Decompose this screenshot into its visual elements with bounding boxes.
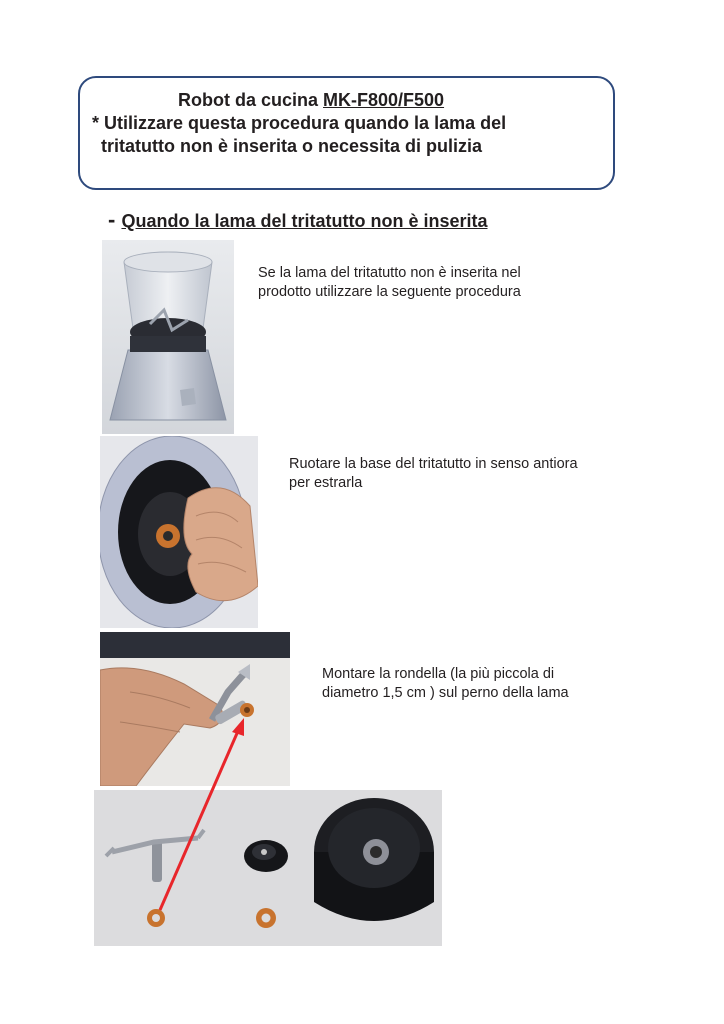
step-1-text — [258, 264, 588, 302]
instruction-line-1: * Utilizzare questa procedura quando la lama del — [92, 113, 507, 133]
section-heading — [108, 207, 488, 233]
heading-dash: - — [108, 207, 122, 232]
photo-blender-cup — [102, 240, 234, 434]
coupler-part — [244, 840, 288, 872]
step-3-line-2: diametro 1,5 cm ) sul perno della lama — [322, 685, 569, 701]
step-3-text — [322, 665, 618, 703]
heading-text: Quando la lama del tritatutto non è inserita — [121, 211, 488, 231]
base-part — [314, 798, 434, 921]
title-prefix: Robot da cucina — [178, 90, 324, 110]
step-2-text — [289, 455, 627, 493]
step-2-line-1: Ruotare la base del tritatutto in senso antiora — [289, 456, 578, 472]
model-number: MK-F800/F500 — [323, 90, 445, 110]
step-2-line-2: per estrarla — [289, 475, 363, 491]
page-title — [178, 90, 444, 111]
photo-rotate-base — [100, 436, 258, 628]
step-1-line-1: Se la lama del tritatutto non è inserita nel — [258, 265, 521, 281]
photo-blade-washer — [100, 632, 290, 786]
photo-parts-layout — [94, 790, 442, 946]
step-3-line-1: Montare la rondella (la più piccola di — [322, 666, 555, 682]
step-1-line-2: prodotto utilizzare la seguente procedura — [258, 284, 521, 300]
instruction-line-2: tritatutto non è inserita o necessita di pulizia — [101, 136, 483, 156]
